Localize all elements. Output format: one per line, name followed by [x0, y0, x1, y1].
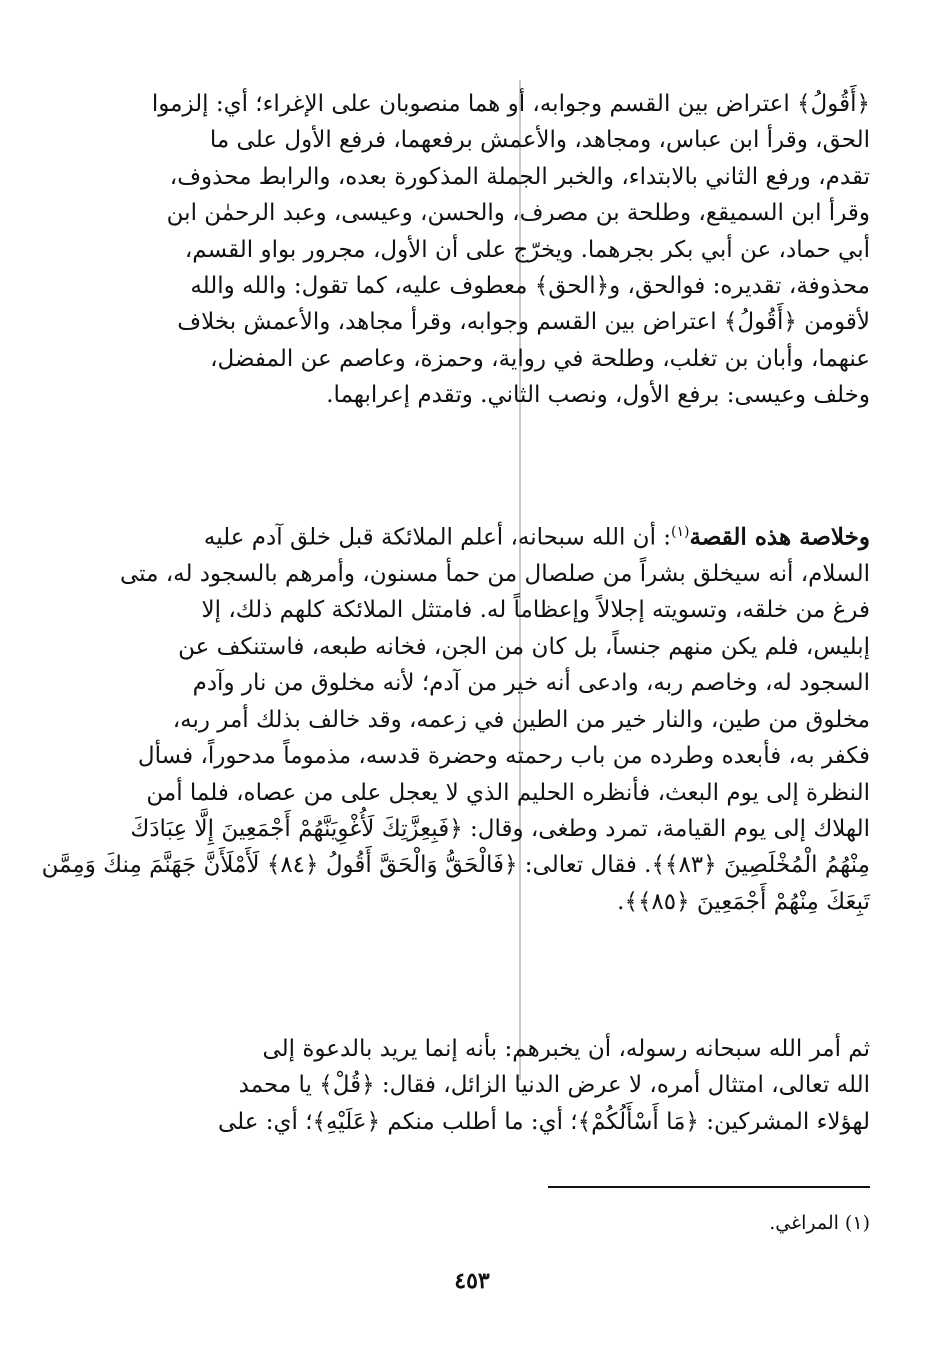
text-line: النظرة إلى يوم البعث، فأنظره الحليم الذي لا يعجل على من عصاه، فلما أمن: [146, 779, 870, 806]
footnote: (١) المراغي.: [769, 1212, 870, 1234]
text-line: الله تعالى، امتثال أمره، لا عرض الدنيا الزائل، فقال: ﴿قُلْ﴾ يا محمد: [238, 1072, 870, 1099]
text-line: أبي حماد، عن أبي بكر بجرهما. ويخرّج على أن الأول، مجرور بواو القسم،: [184, 236, 870, 263]
text-line: لهؤلاء المشركين: ﴿مَا أَسْأَلُكُمْ﴾؛ أي: ما أطلب منكم ﴿عَلَيْهِ﴾؛ أي: على: [217, 1108, 870, 1135]
text-line-quran: تَبِعَكَ مِنْهُمْ أَجْمَعِينَ ﴿٨٥﴾﴾.: [617, 888, 870, 915]
text-line: تقدم، ورفع الثاني بالابتداء، والخبر الجملة المذكورة بعده، والرابط محذوف،: [169, 163, 870, 190]
text-line: فكفر به، فأبعده وطرده من باب رحمته وحضرة قدسه، مذموماً مدحوراً، فسأل: [137, 743, 870, 770]
summary-first-line-text: : أن الله سبحانه، أعلم الملائكة قبل خلق آدم عليه: [203, 524, 672, 551]
paragraph-commentary: [100, 86, 870, 414]
text-line: ثم أمر الله سبحانه رسوله، أن يخبرهم: بأنه إنما يريد بالدعوة إلى: [262, 1036, 870, 1062]
text-line: فرغ من خلقه، وتسويته إجلالاً وإعظاماً له. فامتثل الملائكة كلهم ذلك، إلا: [201, 597, 870, 624]
text-line-first: [100, 514, 870, 556]
text-line: لأقومن ﴿أَقُولُ﴾ اعتراض بين القسم وجوابه، وقرأ مجاهد، والأعمش بخلاف: [177, 309, 870, 336]
text-line-quran: الهلاك إلى يوم القيامة، تمرد وطغى، وقال: ﴿فَبِعِزَّتِكَ لَأُغْوِيَنَّهُمْ أَجْمَعِينَ إِلَّا عِبَادَكَ: [130, 815, 870, 842]
paragraph-command: [100, 1031, 870, 1140]
text-line: السجود له، وخاصم ربه، وادعى أنه خير من آدم؛ لأنه مخلوق من نار وآدم: [192, 670, 870, 697]
text-line: ﴿أَقُولُ﴾ اعتراض بين القسم وجوابه، أو هما منصوبان على الإغراء؛ أي: إلزموا: [151, 91, 870, 117]
text-line: مخلوق من طين، والنار خير من الطين في زعمه، وقد خالف بذلك أمر ربه،: [172, 706, 870, 733]
text-line: السلام، أنه سيخلق بشراً من صلصال من حمأ مسنون، وأمرهم بالسجود له، متى: [119, 561, 870, 588]
footnote-separator: [548, 1186, 870, 1188]
summary-heading: وخلاصة هذه القصة: [689, 523, 870, 551]
text-line: وقرأ ابن السميقع، وطلحة بن مصرف، والحسن، وعيسى، وعبد الرحمٰن ابن: [166, 200, 870, 227]
text-line: عنهما، وأبان بن تغلب، وطلحة في رواية، وحمزة، وعاصم عن المفضل،: [210, 345, 870, 372]
text-line: محذوفة، تقديره: فوالحق، و﴿الحق﴾ معطوف عليه، كما تقول: والله والله: [190, 273, 870, 300]
page-number: ٤٥٣: [454, 1268, 490, 1294]
paragraph-summary: [41, 514, 870, 920]
text-line-quran: مِنْهُمُ الْمُخْلَصِينَ ﴿٨٣﴾﴾. فقال تعالى: ﴿فَالْحَقُّ وَالْحَقَّ أَقُولُ ﴿٨٤﴾ لَأَمْلَأَنَّ جَهَنَّمَ مِنكَ وَمِمَّن: [41, 852, 870, 879]
text-line: وخلف وعيسى: برفع الأول، ونصب الثاني. وتقدم إعرابهما.: [326, 382, 870, 409]
text-line: الحق، وقرأ ابن عباس، ومجاهد، والأعمش برفعهما، فرفع الأول على ما: [209, 127, 870, 154]
text-line: إبليس، فلم يكن منهم جنساً، بل كان من الجن، فخانه طبعه، فاستنكف عن: [178, 633, 870, 660]
footnote-reference: (١): [671, 524, 690, 540]
